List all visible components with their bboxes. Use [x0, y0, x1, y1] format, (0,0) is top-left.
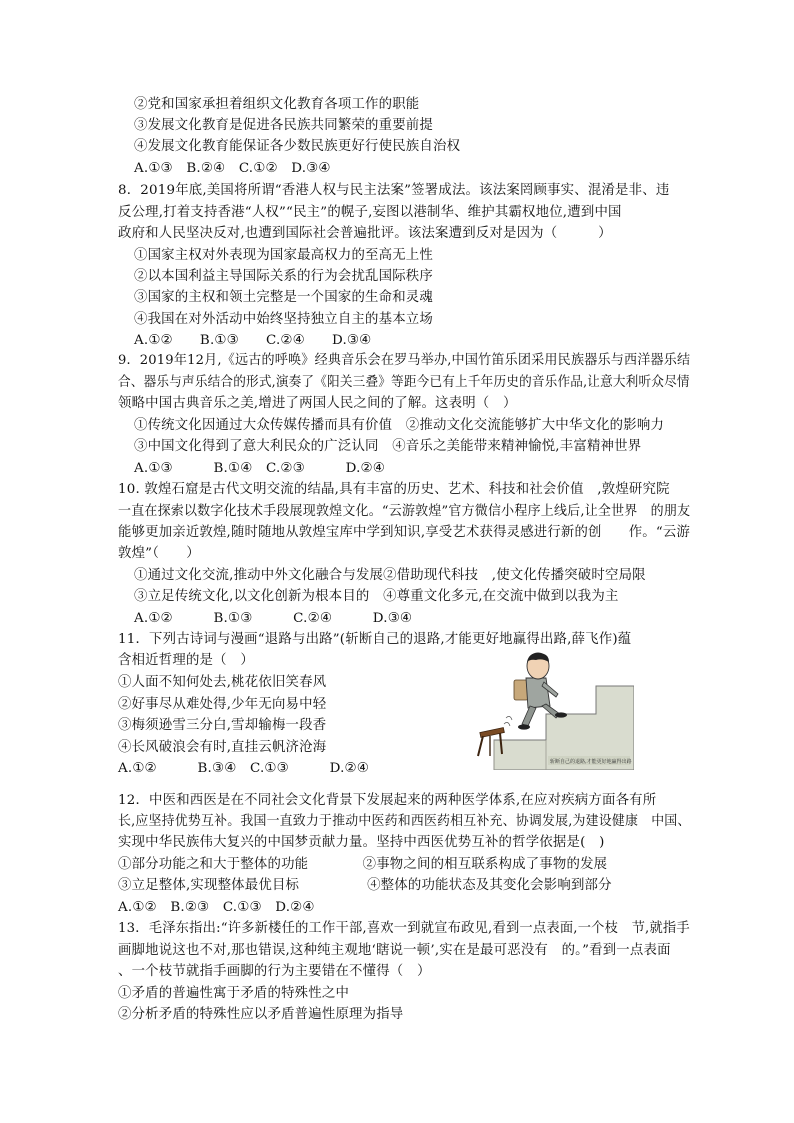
- question-11-text: 含相近哲理的是（ ）: [118, 653, 254, 668]
- question-8-text: 政府和人民坚决反对,也遭到国际社会普遍批评。该法案遭到反对是因为（ ）: [118, 226, 612, 241]
- question-13-text: 、一个枝节就指手画脚的行为主要错在不懂得（ ）: [118, 964, 431, 979]
- option-line: ②党和国家承担着组织文化教育各项工作的职能: [134, 97, 420, 112]
- option-line: ①传统文化因通过大众传媒传播而具有价值 ②推动文化交流能够扩大中华文化的影响力: [134, 418, 665, 433]
- question-12-text: 长,应坚持优势互补。我国一直致力于推动中医药和西医药相互补充、协调发展,为建设健康 中国、: [118, 814, 691, 829]
- option-line: ①国家主权对外表现为国家最高权力的至高无上性: [134, 248, 433, 263]
- question-13-text: 画脚地说这也不对,那也错误,这种纯主观地‘瞎说一顿’,实在是最可恶没有 的。”看到一点表面: [118, 943, 671, 958]
- question-9-text: 9．2019年12月,《远古的呼唤》经典音乐会在罗马举办,中国竹笛乐团采用民族器乐与西洋器乐结: [118, 353, 691, 368]
- question-10-text: 能够更加亲近敦煌,随时随地从敦煌宝库中学到知识,享受艺术获得灵感进行新的创 作。“云游: [118, 525, 691, 540]
- question-12-text: 12．中医和西医是在不同社会文化背景下发展起来的两种医学体系,在应对疾病方面各有所: [118, 793, 657, 808]
- option-line: ①矛盾的普遍性寓于矛盾的特殊性之中: [118, 986, 350, 1001]
- answer-choices: A.①② B.③④ C.①③ D.②④: [118, 761, 369, 776]
- question-9-text: 领略中国古典音乐之美,增进了两国人民之间的了解。这表明（ ）: [118, 396, 517, 411]
- answer-choices: A.①② B.①③ C.②④ D.③④: [134, 333, 372, 348]
- answer-choices: A.①③ B.①④ C.②③ D.②④: [134, 461, 385, 476]
- answer-choices: A.①③ B.②④ C.①② D.③④: [134, 161, 331, 176]
- option-line: ③国家的主权和领土完整是一个国家的生命和灵魂: [134, 290, 433, 305]
- answer-choices: A.①② B.①③ C.②④ D.③④: [134, 611, 413, 626]
- option-line: ④长风破浪会有时,直挂云帆济沧海: [118, 740, 327, 755]
- option-line: ③中国文化得到了意大利民众的广泛认同 ④音乐之美能带来精神愉悦,丰富精神世界: [134, 439, 642, 454]
- option-line: ①部分功能之和大于整体的功能 ②事物之间的相互联系构成了事物的发展: [118, 857, 608, 872]
- option-line: ④发展文化教育能保证各少数民族更好行使民族自治权: [134, 139, 461, 154]
- question-10-text: 一直在探索以数字化技术手段展现敦煌文化。“云游敦煌”官方微信小程序上线后,让全世界 的朋友: [118, 504, 691, 519]
- option-line: ③发展文化教育是促进各民族共同繁荣的重要前提: [134, 118, 433, 133]
- question-8-text: 8．2019年底,美国将所谓“香港人权与民主法案”签署成法。该法案罔顾事实、混淆是非、违: [118, 183, 670, 198]
- answer-choices: A.①② B.②③ C.①③ D.②④: [118, 900, 315, 915]
- comic-caption: 斩断自己的退路,才能更好地赢得出路: [550, 759, 632, 765]
- comic-retreat-and-way-out: [466, 648, 634, 770]
- question-10-text: 10. 敦煌石窟是古代文明交流的结晶,具有丰富的历史、艺术、科技和社会价值 ,敦煌研究院: [118, 482, 670, 497]
- question-13-text: 13．毛泽东指出:“许多新楼任的工作干部,喜欢一到就宣布政见,看到一点表面,一个枝 节,就指手: [118, 921, 690, 936]
- option-line: ②以本国利益主导国际关系的行为会扰乱国际秩序: [134, 269, 433, 284]
- option-line: ①人面不知何处去,桃花依旧笑春风: [118, 675, 327, 690]
- question-8-text: 反公理,打着支持香港“人权”“民主”的幌子,妄图以港制华、维护其霸权地位,遭到中国: [118, 205, 622, 220]
- question-10-text: 敦煌”（ ）: [118, 546, 200, 561]
- option-line: ①通过文化交流,推动中外文化融合与发展②借助现代科技 ,使文化传播突破时空局限: [134, 568, 646, 583]
- option-line: ③立足整体,实现整体最优目标 ④整体的功能状态及其变化会影响到部分: [118, 878, 612, 893]
- option-line: ④我国在对外活动中始终坚持独立自主的基本立场: [134, 312, 433, 327]
- option-line: ②好事尽从难处得,少年无向易中轻: [118, 697, 327, 712]
- option-line: ③梅须逊雪三分白,雪却输梅一段香: [118, 718, 327, 733]
- option-line: ②分析矛盾的特殊性应以矛盾普遍性原理为指导: [118, 1007, 404, 1022]
- option-line: ③立足传统文化,以文化创新为根本目的 ④尊重文化多元,在交流中做到以我为主: [134, 589, 619, 604]
- question-9-text: 合、器乐与声乐结合的形式,演奏了《阳关三叠》等距今已有上千年历史的音乐作品,让意大利听众尽情: [118, 375, 690, 390]
- question-12-text: 实现中华民族伟大复兴的中国梦贡献力量。坚持中西医优势互补的哲学依据是( ): [118, 835, 605, 850]
- question-11-text: 11．下列古诗词与漫画“退路与出路”(斩断自己的退路,才能更好地赢得出路,薛飞作)蕴: [118, 632, 632, 647]
- comic-drawing: [466, 648, 634, 770]
